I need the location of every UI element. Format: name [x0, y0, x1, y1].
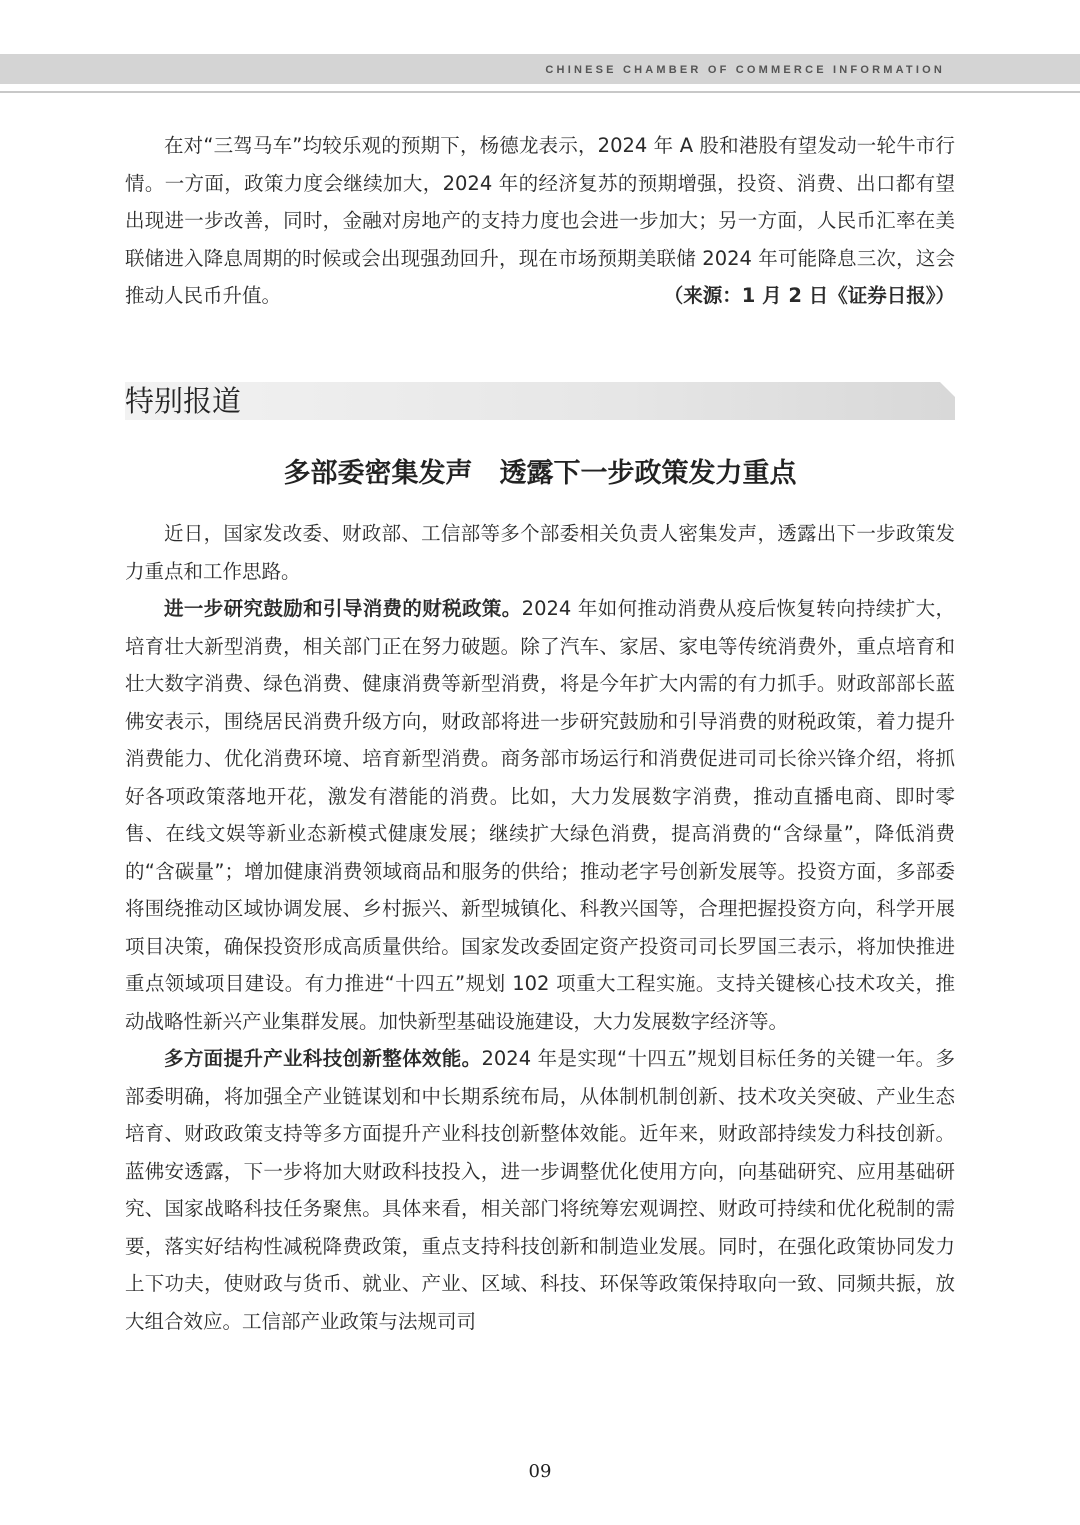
article-paragraph-3 [125, 1040, 955, 1340]
intro-paragraph [125, 127, 955, 315]
paragraph-text: 2024 年如何推动消费从疫后恢复转向持续扩大，培育壮大新型消费，相关部门正在努力破题。除了汽车、家居、家电等传统消费外，重点培育和壮大数字消费、绿色消费、健康消费等新型消费，将是今年扩大内需的有力抓手。财政部部长蓝佛安表示，围绕居民消费升级方向，财政部将进一步研究鼓励和引导消费的财税政策，着力提升消费能力、优化消费环境、培育新型消费。商务部市场运行和消费促进司司长徐兴锋介绍，将抓好各项政策落地开花，激发有潜能的消费。比如，大力发展数字消费，推动直播电商、即时零售、在线文娱等新业态新模式健康发展；继续扩大绿色消费，提高消费的“含绿量”，降低消费的“含碳量”；增加健康消费领域商品和服务的供给；推动老字号创新发展等。投资方面，多部委将围绕推动区域协调发展、乡村振兴、新型城镇化、科教兴国等，合理把握投资方向，科学开展项目决策，确保投资形成高质量供给。国家发改委固定资产投资司司长罗国三表示，将加快推进重点领域项目建设。有力推进“十四五”规划 102 项重大工程实施。支持关键核心技术攻关，推动战略性新兴产业集群发展。加快新型基础设施建设，大力发展数字经济等。 [125, 597, 955, 1033]
paragraph-text: 近日，国家发改委、财政部、工信部等多个部委相关负责人密集发声，透露出下一步政策发力重点和工作思路。 [125, 522, 955, 583]
intro-block [125, 127, 955, 315]
article-paragraph-2 [125, 590, 955, 1040]
source-citation: （来源：1 月 2 日《证券日报》） [663, 284, 955, 307]
intro-text: 在对“三驾马车”均较乐观的预期下，杨德龙表示，2024 年 A 股和港股有望发动一轮牛市行情。一方面，政策力度会继续加大，2024 年的经济复苏的预期增强，投资、消费、出口都有望出现进一步改善，同时，金融对房地产的支持力度也会进一步加大；另一方面，人民币汇率在美联储进入降息周期的时候或会出现强劲回升，现在市场预期美联储 2024 年可能降息三次，这会推动人民币升值。 [125, 134, 955, 307]
page-number: 09 [528, 1461, 552, 1482]
paragraph-lead: 进一步研究鼓励和引导消费的财税政策。 [164, 597, 522, 620]
paragraph-text: 2024 年是实现“十四五”规划目标任务的关键一年。多部委明确，将加强全产业链谋划和中长期系统布局，从体制机制创新、技术攻关突破、产业生态培育、财政政策支持等多方面提升产业科技创新整体效能。近年来，财政部持续发力科技创新。蓝佛安透露，下一步将加大财政科技投入，进一步调整优化使用方向，向基础研究、应用基础研究、国家战略科技任务聚焦。具体来看，相关部门将统筹宏观调控、财政可持续和优化税制的需要，落实好结构性减税降费政策，重点支持科技创新和制造业发展。同时，在强化政策协同发力上下功夫，使财政与货币、就业、产业、区域、科技、环保等政策保持取向一致、同频共振，放大组合效应。工信部产业政策与法规司司 [125, 1047, 955, 1333]
article-body [125, 515, 955, 1340]
article-paragraph-1 [125, 515, 955, 590]
header-divider [0, 91, 1080, 93]
section-title: 特别报道 [125, 384, 242, 418]
running-header: CHINESE CHAMBER OF COMMERCE INFORMATION [545, 64, 945, 76]
paragraph-lead: 多方面提升产业科技创新整体效能。 [164, 1047, 482, 1070]
article-title: 多部委密集发声 透露下一步政策发力重点 [283, 458, 797, 489]
section-bar [125, 382, 955, 420]
